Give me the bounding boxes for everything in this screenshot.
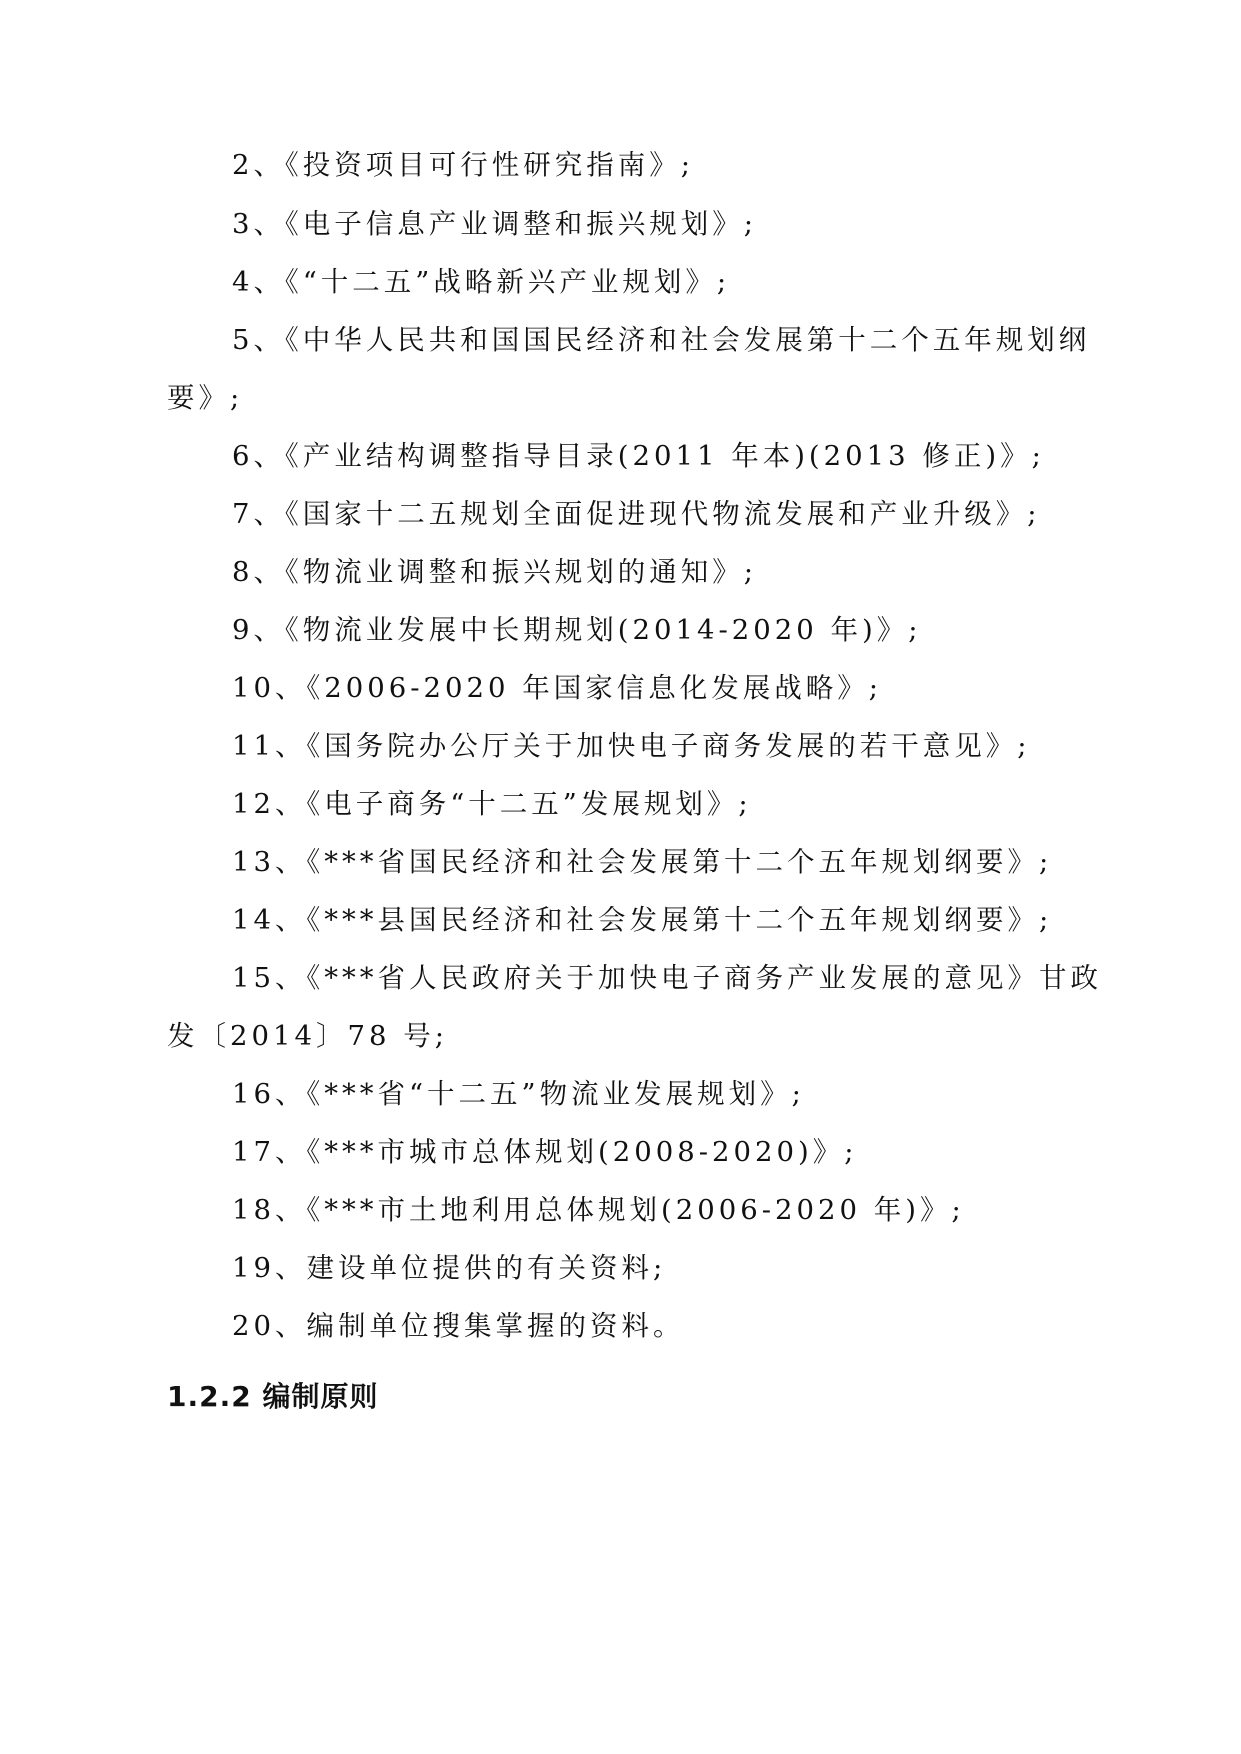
list-item: 15、《***省人民政府关于加快电子商务产业发展的意见》甘政 [232,962,1102,994]
list-item: 7、《国家十二五规划全面促进现代物流发展和产业升级》; [232,498,1041,530]
section-heading: 1.2.2 编制原则 [167,1380,379,1413]
list-item: 4、《“十二五”战略新兴产业规划》; [232,266,731,298]
list-item: 3、《电子信息产业调整和振兴规划》; [232,208,758,240]
list-item: 8、《物流业调整和振兴规划的通知》; [232,556,758,588]
list-item: 10、《2006-2020 年国家信息化发展战略》; [232,672,883,704]
list-item: 14、《***县国民经济和社会发展第十二个五年规划纲要》; [232,904,1053,936]
list-item-continuation: 要》; [167,382,244,414]
list-item: 9、《物流业发展中长期规划(2014-2020 年)》; [232,614,922,646]
list-item: 19、建设单位提供的有关资料; [232,1252,667,1284]
list-item: 18、《***市土地利用总体规划(2006-2020 年)》; [232,1194,965,1226]
list-item: 12、《电子商务“十二五”发展规划》; [232,788,752,820]
list-item: 13、《***省国民经济和社会发展第十二个五年规划纲要》; [232,846,1053,878]
list-item: 20、编制单位搜集掌握的资料。 [232,1310,685,1342]
list-item: 5、《中华人民共和国国民经济和社会发展第十二个五年规划纲 [232,324,1091,356]
list-item: 16、《***省“十二五”物流业发展规划》; [232,1078,805,1110]
list-item: 11、《国务院办公厅关于加快电子商务发展的若干意见》; [232,730,1031,762]
list-item: 6、《产业结构调整指导目录(2011 年本)(2013 修正)》; [232,440,1045,472]
list-item: 17、《***市城市总体规划(2008-2020)》; [232,1136,858,1168]
list-item-continuation: 发〔2014〕78 号; [167,1020,448,1052]
list-item: 2、《投资项目可行性研究指南》; [232,149,695,181]
